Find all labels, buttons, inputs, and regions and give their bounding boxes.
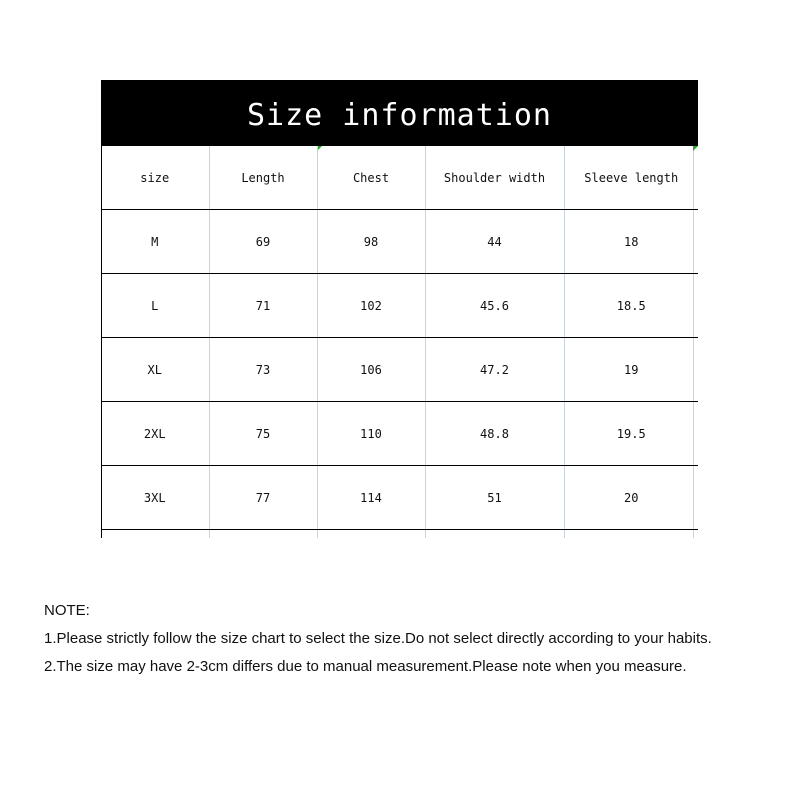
table-cell: 47.2 [425, 338, 564, 402]
table-cell: 18 [564, 210, 698, 274]
table-cell: 2XL [101, 402, 209, 466]
title-bar [101, 80, 698, 146]
table-row [101, 338, 698, 402]
table-cell: M [101, 210, 209, 274]
table-cell: 19 [564, 338, 698, 402]
table-cell: 110 [317, 402, 425, 466]
table-cell: 20 [564, 466, 698, 530]
table-row [101, 466, 698, 530]
table-cell: 44 [425, 210, 564, 274]
size-notes [44, 597, 712, 681]
table-cell: 98 [317, 210, 425, 274]
table-cell: 45.6 [425, 274, 564, 338]
header-cell: Sleeve length [564, 146, 698, 210]
table-cell: 18.5 [564, 274, 698, 338]
table-cell: 102 [317, 274, 425, 338]
note-line: 2.The size may have 2-3cm differs due to manual measurement.Please note when you measure. [44, 658, 687, 675]
table-cell: 19.5 [564, 402, 698, 466]
chart-title: Size information [247, 97, 552, 133]
header-cell: Chest [317, 146, 425, 210]
size-chart [101, 80, 698, 538]
table-cell: L [101, 274, 209, 338]
table-cell: 48.8 [425, 402, 564, 466]
size-table [101, 146, 698, 530]
table-cell: 77 [209, 466, 317, 530]
table-cell: 69 [209, 210, 317, 274]
table-row [101, 210, 698, 274]
table-row [101, 402, 698, 466]
note-line: 1.Please strictly follow the size chart to select the size.Do not select directly according to your habits. [44, 630, 712, 647]
header-cell: Length [209, 146, 317, 210]
table-header-row [101, 146, 698, 210]
table-cell: 51 [425, 466, 564, 530]
table-cell: 71 [209, 274, 317, 338]
notes-heading: NOTE: [44, 602, 90, 619]
table-cell: XL [101, 338, 209, 402]
table-cell: 106 [317, 338, 425, 402]
table-cell: 114 [317, 466, 425, 530]
header-cell: Shoulder width [425, 146, 564, 210]
table-row [101, 274, 698, 338]
table-cell: 3XL [101, 466, 209, 530]
table-cell: 75 [209, 402, 317, 466]
header-cell: size [101, 146, 209, 210]
table-cell: 73 [209, 338, 317, 402]
